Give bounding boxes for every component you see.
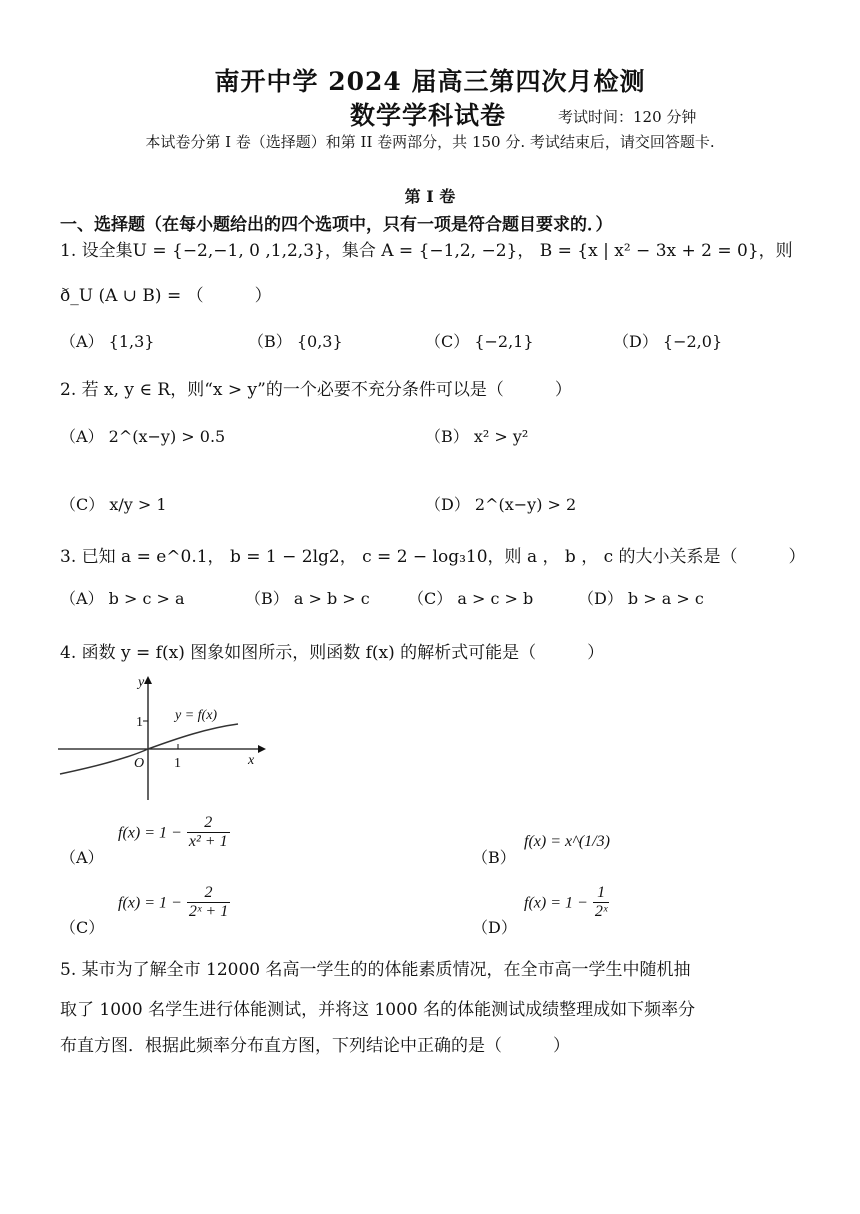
q4-option-b-label: （B） [472, 848, 516, 867]
q4-c-denominator: 2ˣ + 1 [188, 903, 229, 921]
q4-option-a-label: （A） [60, 848, 104, 867]
x-axis-arrow-icon [258, 745, 266, 753]
exam-intro: 本试卷分第 I 卷（选择题）和第 II 卷两部分，共 150 分. 考试结束后，请交回答题卡. [145, 133, 715, 151]
q4-c-numerator: 2 [187, 884, 230, 903]
q4-d-fraction [593, 884, 610, 922]
q4-a-denominator: x² + 1 [188, 833, 228, 851]
q3-option-b: （B） a > b > c [245, 589, 370, 608]
q4-c-lhs: f(x) = 1 − [118, 894, 182, 912]
q4-option-c-label: （C） [60, 918, 105, 937]
q1-option-a: （A） {1,3} [60, 332, 155, 351]
q1-option-d: （D） {−2,0} [613, 332, 723, 351]
exam-title: 南开中学 2024 届高三第四次月检测 [214, 67, 646, 96]
q4-stem: 4. 函数 y = f(x) 图象如图所示，则函数 f(x) 的解析式可能是（ ） [60, 643, 605, 663]
q4-option-c-expr [118, 884, 230, 922]
q2-stem: 2. 若 x, y ∈ R，则“x > y”的一个必要不充分条件可以是（ ） [60, 380, 572, 400]
exam-time: 考试时间：120 分钟 [558, 108, 697, 126]
q4-option-d-label: （D） [472, 918, 517, 937]
q2-option-a: （A） 2^(x−y) > 0.5 [60, 427, 226, 446]
q4-a-fraction [187, 814, 230, 852]
q4-a-numerator: 2 [187, 814, 230, 833]
q1-line1: 1. 设全集U = {−2,−1, 0 ,1,2,3}，集合 A = {−1,2, −2}， B = {x | x² − 3x + 2 = 0}，则 [60, 241, 793, 261]
q3-option-c: （C） a > c > b [408, 589, 534, 608]
q2-option-c: （C） x/y > 1 [60, 495, 167, 514]
q5-line3: 布直方图．根据此频率分布直方图，下列结论中正确的是（ ） [60, 1036, 570, 1056]
q4-d-denominator: 2ˣ [594, 903, 608, 921]
exam-subtitle: 数学学科试卷 [350, 101, 507, 130]
q3-option-d: （D） b > a > c [578, 589, 704, 608]
y-tick-label: 1 [136, 715, 143, 730]
function-graph [58, 670, 273, 805]
q1-line2: ð_U (A ∪ B) = （ ） [60, 286, 272, 306]
y-axis-arrow-icon [144, 676, 152, 684]
q5-line1: 5. 某市为了解全市 12000 名高一学生的的体能素质情况，在全市高一学生中随机抽 [60, 960, 691, 980]
x-axis-label: x [248, 753, 255, 768]
q4-a-lhs: f(x) = 1 − [118, 824, 182, 842]
q3-option-a: （A） b > c > a [60, 589, 185, 608]
q4-d-lhs: f(x) = 1 − [524, 894, 588, 912]
q2-option-d: （D） 2^(x−y) > 2 [425, 495, 577, 514]
q5-line2: 取了 1000 名学生进行体能测试，并将这 1000 名的体能测试成绩整理成如下频率分 [60, 1000, 696, 1020]
origin-label: O [134, 756, 145, 771]
y-axis-label: y [138, 675, 145, 690]
curve-label: y = f(x) [175, 708, 218, 723]
q4-option-d-expr [524, 884, 609, 922]
volume-title: 第 I 卷 [404, 187, 456, 206]
section-title: 一、选择题（在每小题给出的四个选项中，只有一项是符合题目要求的．） [60, 215, 613, 235]
x-tick-label: 1 [174, 756, 181, 771]
q1-option-b: （B） {0,3} [248, 332, 343, 351]
q1-option-c: （C） {−2,1} [425, 332, 534, 351]
q4-d-numerator: 1 [593, 884, 610, 903]
q2-option-b: （B） x² > y² [425, 427, 529, 446]
q3-stem: 3. 已知 a = e^0.1， b = 1 − 2lg2， c = 2 − log₃10，则 a ， b ， c 的大小关系是（ ） [60, 547, 806, 567]
q4-option-a-expr [118, 814, 230, 852]
q4-c-fraction [187, 884, 230, 922]
q4-option-b-expr: f(x) = x^(1/3) [524, 833, 610, 850]
